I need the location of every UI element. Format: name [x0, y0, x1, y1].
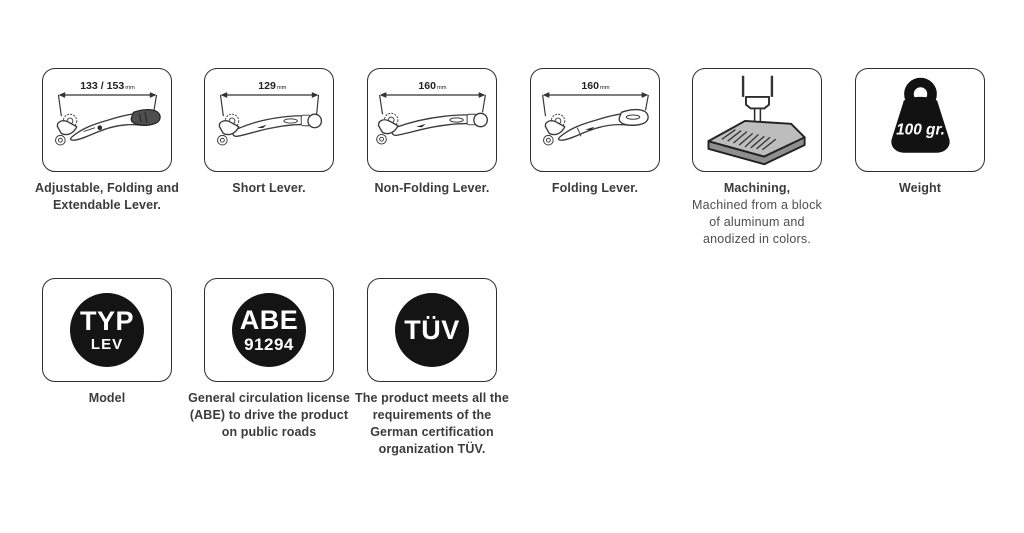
typ-lev-badge [70, 293, 144, 367]
machining-title: Machining, [723, 181, 791, 195]
non-folding-lever-diagram [367, 68, 497, 172]
lever-adjustable-icon [44, 70, 171, 170]
card-folding-lever [530, 68, 660, 195]
machining-line-1: Machined from a block [692, 198, 822, 212]
caption-machining [675, 180, 839, 248]
card-adjustable-lever [35, 68, 179, 212]
caption-non-folding-lever: Non-Folding Lever. [374, 181, 490, 195]
badge-lev-text: LEV [90, 336, 124, 353]
svg-text:133 / 153mm: 133 / 153mm [79, 80, 135, 93]
badge-abe-text: ABE [239, 305, 299, 335]
card-model [42, 278, 172, 405]
card-non-folding-lever [367, 68, 497, 195]
weight-value-label: 100 gr. [895, 121, 945, 139]
machining-diagram [692, 68, 822, 172]
tuv-badge-card [367, 278, 497, 382]
abe-badge-card [204, 278, 334, 382]
tuv-badge [395, 293, 469, 367]
abe-badge [232, 293, 306, 367]
caption-abe: General circulation license (ABE) to drive the product on public roads [188, 391, 350, 439]
card-abe [188, 278, 350, 439]
svg-text:160mm: 160mm [417, 80, 447, 93]
lever-folding-icon [532, 70, 659, 170]
adjustable-lever-diagram [42, 68, 172, 172]
badge-typ-text: TYP [79, 306, 134, 336]
short-lever-diagram [204, 68, 334, 172]
milling-machine-icon [694, 70, 821, 170]
machining-line-3: anodized in colors. [702, 232, 812, 246]
badge-abe-number: 91294 [244, 335, 294, 354]
caption-weight: Weight [898, 181, 942, 195]
lever-short-icon [206, 70, 333, 170]
model-badge-card [42, 278, 172, 382]
weight-diagram [855, 68, 985, 172]
machining-line-2: of aluminum and [709, 215, 805, 229]
caption-folding-lever: Folding Lever. [551, 181, 639, 195]
card-tuv [355, 278, 509, 456]
weight-icon [857, 70, 984, 170]
badge-tuv-text: TÜV [404, 314, 460, 345]
svg-text:129mm: 129mm [257, 80, 286, 93]
lever-non-folding-icon [369, 70, 496, 170]
caption-adjustable-lever: Adjustable, Folding and Extendable Lever. [35, 181, 179, 212]
folding-lever-diagram [530, 68, 660, 172]
card-weight [855, 68, 985, 195]
card-short-lever [204, 68, 334, 195]
caption-tuv: The product meets all the requirements of the German certification organization TÜV. [355, 391, 509, 456]
svg-text:160mm: 160mm [580, 80, 610, 93]
caption-short-lever: Short Lever. [232, 181, 306, 195]
caption-model: Model [88, 391, 126, 405]
card-machining [692, 68, 822, 246]
